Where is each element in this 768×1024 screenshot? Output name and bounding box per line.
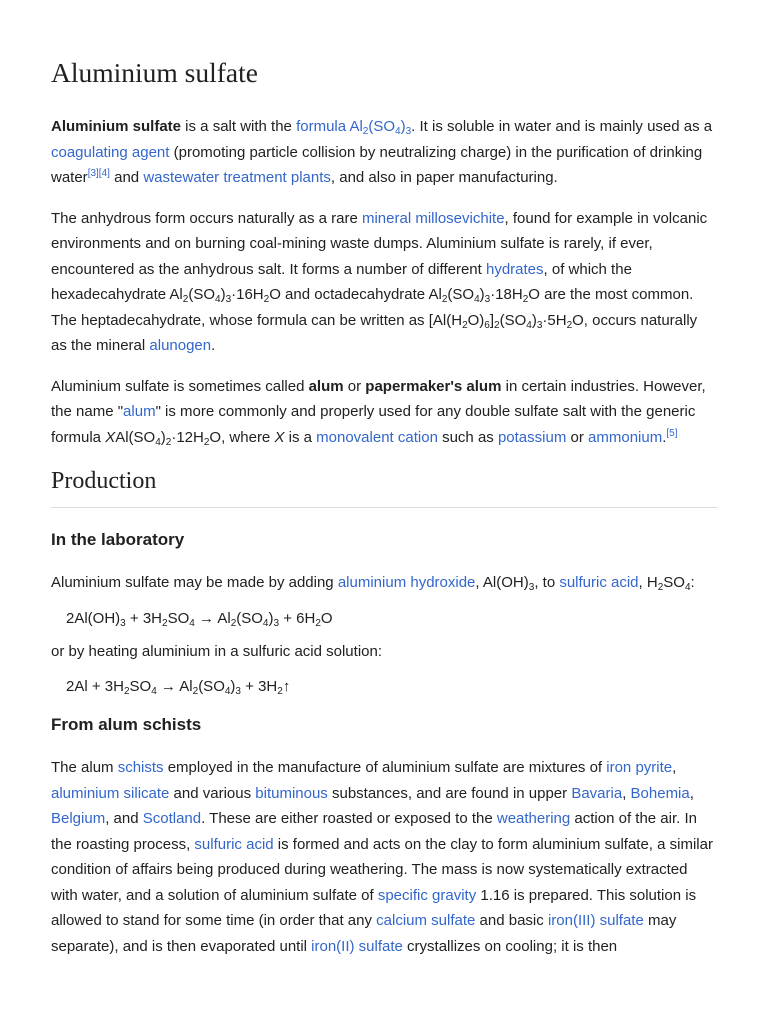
link-aluminium-hydroxide[interactable]: aluminium hydroxide — [337, 574, 476, 591]
link-weathering[interactable]: weathering — [496, 810, 571, 827]
link-alunogen[interactable]: alunogen — [149, 337, 212, 354]
link-potassium[interactable]: potassium — [497, 428, 567, 446]
term-bold: Aluminium sulfate — [51, 118, 182, 135]
lab-paragraph: Aluminium sulfate may be made by adding aluminium hydroxide, $Al(OH)_3$, to sulfuric acid, $H_2SO_4$: — [51, 574, 695, 593]
ref-3-4[interactable]: [3][4] — [87, 168, 110, 179]
intro-paragraph: Aluminium sulfate is a salt with the formula $Al_2(SO_4)_3$. It is soluble in water and is mainly used as a coagulating agent (promoting particle collision by neutralizing charge) in the purification of drinking water[3][4] and wastewater treatment plants, and also in paper manufacturing. — [51, 118, 713, 186]
section-heading-production: Production — [51, 468, 157, 494]
link-specific-gravity[interactable]: specific gravity — [377, 886, 477, 904]
link-ammonium[interactable]: ammonium — [588, 428, 663, 446]
link-bohemia[interactable]: Bohemia — [630, 784, 690, 802]
schists-paragraph: The alum schists employed in the manufacture of aluminium sulfate are mixtures of iron pyrite, aluminium silicate and various bituminous substances, and are found in upper Bavaria, Bohemia, Belgium, and Scotland. These are either roasted or exposed to the weathering action of the air. In the roasting process, sulfuric acid is formed and acts on the clay to form aluminium sulfate, a similar condition of affairs being produced during weathering. The mass is now systematically extracted with water, and a solution of aluminium sulfate of specific gravity 1.16 is prepared. This solution is allowed to stand for some time (in order that any calcium sulfate and basic iron(III) sulfate may separate), and is then evaporated until iron(II) sulfate crystallizes on cooling; it is then — [51, 759, 713, 955]
link-mineral[interactable]: mineral — [361, 209, 412, 227]
anhydrous-paragraph: The anhydrous form occurs naturally as a rare mineral millosevichite, found for example in volcanic environments and on burning coal-mining waste dumps. Aluminium sulfate is rarely, if ever, encountered as the anhydrous salt. It forms a number of different hydrates, of which the hexadecahydrate $Al_2(SO_4)_3\cdot 16H_2O$ and octadecahydrate $Al_2(SO_4)_3\cdot 18H_2O$ are the most common. The heptadecahydrate, whose formula can be written as $[Al(H_2O)_6]_2(SO_4)_3\cdot 5H_2O$, occurs naturally as the mineral alunogen. — [51, 209, 708, 354]
or-heating-text: or by heating aluminium in a sulfuric acid solution: — [51, 642, 383, 660]
link-belgium[interactable]: Belgium — [51, 810, 106, 827]
link-sulfuric-acid-2[interactable]: sulfuric acid — [194, 835, 274, 853]
link-bituminous[interactable]: bituminous — [255, 784, 328, 802]
subsection-heading-alum-schists: From alum schists — [51, 715, 202, 734]
ref-5[interactable]: [5] — [666, 427, 678, 439]
link-coagulating-agent[interactable]: coagulating agent — [51, 143, 170, 161]
subsection-heading-laboratory: In the laboratory — [51, 530, 185, 549]
link-monovalent[interactable]: monovalent — [316, 428, 394, 446]
link-formula-al2so43[interactable]: $Al_2(SO_4)_3$ — [346, 118, 412, 137]
link-schists[interactable]: schists — [117, 759, 164, 776]
link-millosevichite[interactable]: millosevichite — [415, 209, 505, 227]
link-aluminium-silicate[interactable]: aluminium silicate — [51, 784, 170, 802]
equation-2: $2Al + 3H_2SO_4 \to Al_2(SO_4)_3$ + $3H_2↑$ — [66, 678, 291, 697]
link-calcium-sulfate[interactable]: calcium sulfate — [376, 912, 476, 929]
section-divider — [51, 507, 718, 508]
link-alum[interactable]: alum — [123, 403, 156, 420]
link-iron-ii-sulfate[interactable]: iron(II) sulfate — [311, 937, 403, 955]
link-iron-iii-sulfate[interactable]: iron(III) sulfate — [547, 912, 644, 929]
link-scotland[interactable]: Scotland — [142, 810, 202, 827]
alum-paragraph: Aluminium sulfate is sometimes called alum or papermaker's alum in certain industries. However, the name "alum" is more commonly and properly used for any double sulfate salt with the generic formula $XAl(SO_4)_2\cdot 12H_2O$, where X is a monovalent cation such as potassium or ammonium.[5] — [51, 377, 706, 448]
page-title: Aluminium sulfate — [51, 57, 258, 88]
link-wastewater-treatment-plants[interactable]: wastewater treatment plants — [143, 169, 331, 186]
link-hydrates[interactable]: hydrates — [485, 260, 544, 278]
link-bavaria[interactable]: Bavaria — [571, 784, 623, 802]
equation-1: $2Al(OH)_3 + 3H_2SO_4 \to Al_2(SO_4)_3 + 6H_2O$ — [66, 609, 333, 629]
link-cation[interactable]: cation — [397, 428, 438, 446]
link-iron-pyrite[interactable]: iron pyrite — [606, 759, 673, 776]
link-sulfuric-acid[interactable]: sulfuric acid — [559, 574, 639, 591]
link-formula[interactable]: formula — [296, 118, 347, 135]
